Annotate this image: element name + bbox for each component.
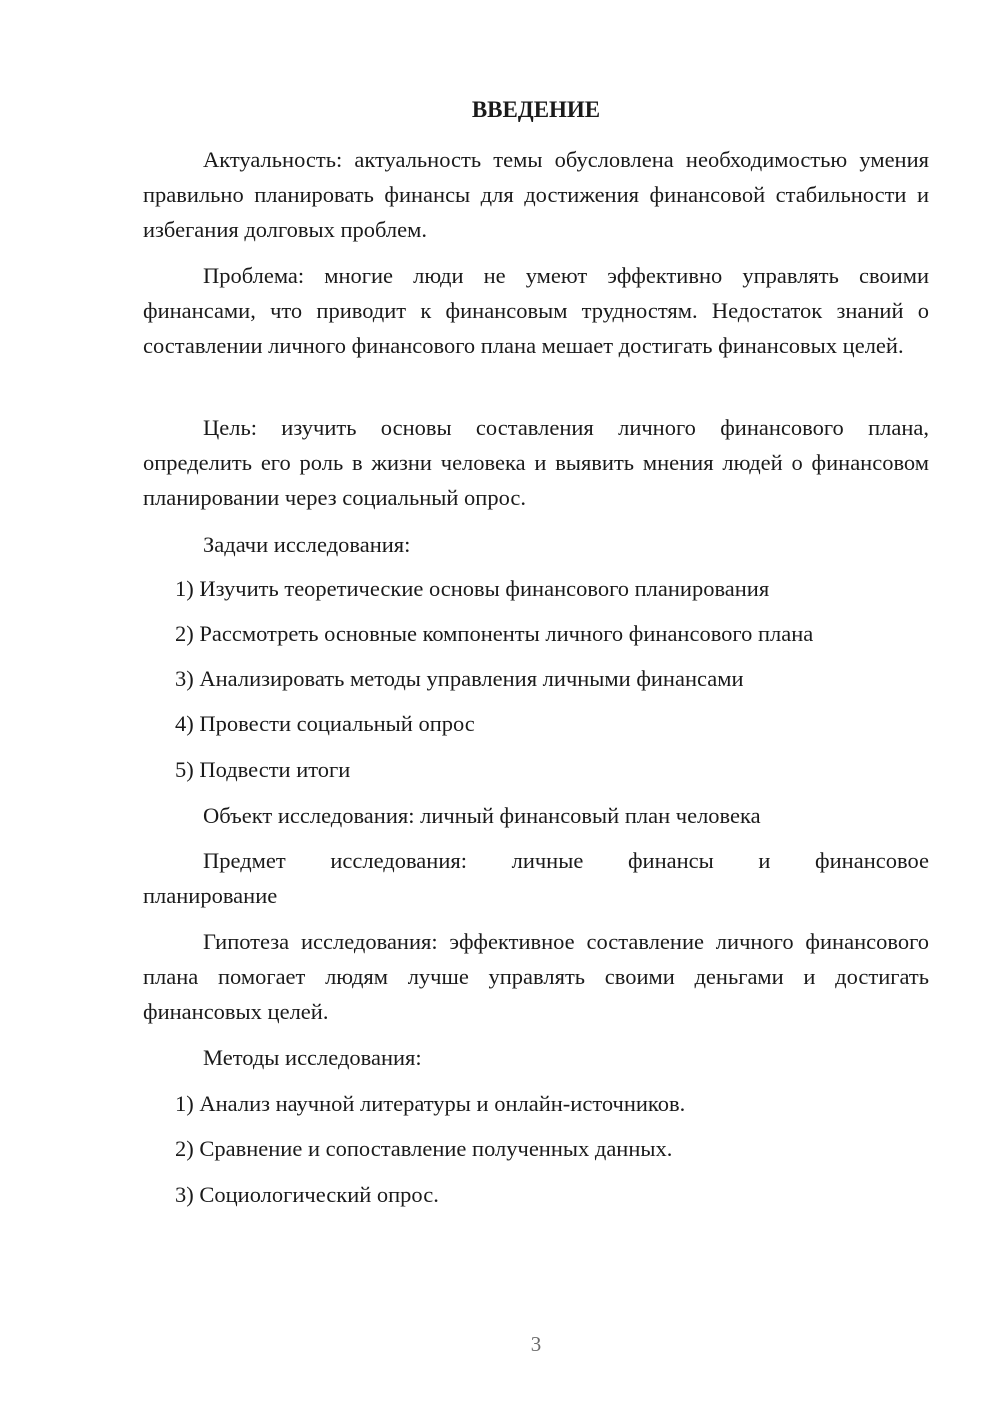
subject-word: Предмет (203, 848, 286, 873)
method-item: 2) Сравнение и сопоставление полученных данных. (175, 1136, 673, 1161)
method-item: 1) Анализ научной литературы и онлайн-источников. (175, 1091, 686, 1116)
subject-word: финансовое (815, 848, 929, 873)
subject-word: финансы (627, 848, 714, 873)
subject-paragraph (143, 843, 929, 913)
subject-tail: планирование (143, 883, 278, 908)
task-item: 3) Анализировать методы управления личными финансами (175, 666, 744, 691)
document-page (143, 0, 929, 1414)
section-title: ВВЕДЕНИЕ (471, 97, 601, 122)
object-line: Объект исследования: личный финансовый план человека (203, 803, 761, 828)
task-item: 2) Рассмотреть основные компоненты личного финансового плана (175, 621, 814, 646)
subject-word: личные (511, 848, 584, 873)
subject-word: исследования: (330, 848, 467, 873)
subject-word: и (758, 848, 771, 873)
page-number: 3 (530, 1332, 542, 1356)
task-item: 4) Провести социальный опрос (175, 711, 475, 736)
tasks-heading: Задачи исследования: (203, 532, 411, 557)
goal-paragraph: Цель: изучить основы составления личного финансового плана, определить его роль в жизни человека и выявить мнения людей о финансовом планировании через социальный опрос. (143, 415, 929, 510)
methods-heading: Методы исследования: (203, 1045, 422, 1070)
task-item: 5) Подвести итоги (175, 757, 351, 782)
relevance-paragraph: Актуальность: актуальность темы обусловлена необходимостью умения правильно планировать финансы для достижения финансовой стабильности и избегания долговых проблем. (143, 147, 929, 242)
task-item: 1) Изучить теоретические основы финансового планирования (175, 576, 770, 601)
method-item: 3) Социологический опрос. (175, 1182, 439, 1207)
problem-paragraph: Проблема: многие люди не умеют эффективно управлять своими финансами, что приводит к финансовым трудностям. Недостаток знаний о составлении личного финансового плана мешает достигать финансовых целей. (143, 263, 929, 358)
hypothesis-paragraph: Гипотеза исследования: эффективное составление личного финансового плана помогает людям лучше управлять своими деньгами и достигать финансовых целей. (143, 929, 929, 1024)
